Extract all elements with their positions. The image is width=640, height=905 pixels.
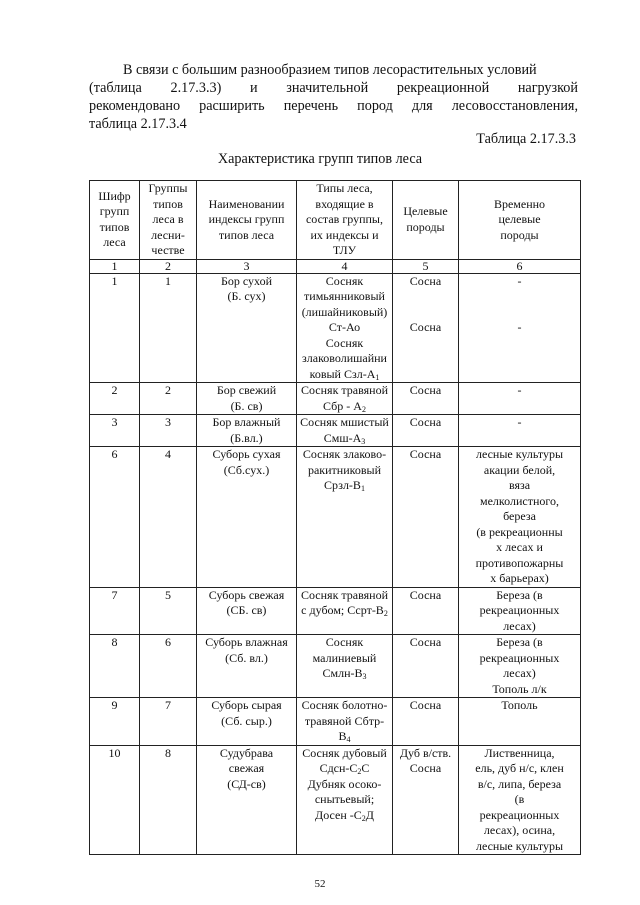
cell-temp-target-species: -	[459, 415, 581, 447]
cell-name: Бор свежий (Б. св)	[197, 383, 297, 415]
header-forest-types: Типы леса, входящие в состав группы, их индексы и ТЛУ	[297, 181, 393, 260]
cell-name: Бор сухой (Б. сух)	[197, 273, 297, 383]
table-header-row	[90, 181, 581, 260]
cell-cipher: 7	[90, 587, 140, 635]
cell-name: Суборь влажная (Сб. вл.)	[197, 635, 297, 698]
cell-forest-types: Сосняк малиниевый Смлн-$В_3$	[297, 635, 393, 698]
table-row	[90, 447, 581, 588]
cell-name: Бор влажный (Б.вл.)	[197, 415, 297, 447]
cell-forest-types: Сосняк дубовый Сдсн-$С_2С$ Дубняк осоко- снытьевый; Досен $-С_2Д$	[297, 745, 393, 855]
cell-cipher: 2	[90, 383, 140, 415]
cell-group: 7	[140, 698, 197, 746]
cell-temp-target-species: Береза (в рекреационных лесах) Тополь л/к	[459, 635, 581, 698]
cell-temp-target-species: Лиственница, ель, дуб н/с, клен в/с, липа, береза (в рекреационных лесах), осина, лесные культуры	[459, 745, 581, 855]
cell-forest-types: Сосняк травяной Сбр - $А_2$	[297, 383, 393, 415]
cell-name: Суборь сухая (Сб.сух.)	[197, 447, 297, 588]
table-row	[90, 698, 581, 746]
cell-forest-types: Сосняк тимьянниковый (лишайниковый) Ст-Ао Сосняк злаковолишайни ковый Сзл-$А_1$	[297, 273, 393, 383]
table-row	[90, 273, 581, 383]
intro-line-1: В связи с большим разнообразием типов лесорастительных условий	[123, 62, 537, 78]
cell-group: 3	[140, 415, 197, 447]
cell-name: Судубрава свежая (СД-св)	[197, 745, 297, 855]
cell-temp-target-species: - -	[459, 273, 581, 383]
cell-forest-types: Сосняк травяной с дубом; Ссрт-$В_2$	[297, 587, 393, 635]
cell-cipher: 9	[90, 698, 140, 746]
cell-cipher: 6	[90, 447, 140, 588]
intro-line-2: (таблица 2.17.3.3) и значительной рекреационной нагрузкой	[89, 80, 578, 96]
header-names: Наименовании индексы групп типов леса	[197, 181, 297, 260]
page-number: 52	[314, 878, 326, 890]
column-numbers-row	[90, 259, 581, 273]
cell-target-species: Сосна	[393, 383, 459, 415]
cell-forest-types: Сосняк злаково- ракитниковый Срзл-$В_1$	[297, 447, 393, 588]
column-number: 4	[297, 259, 393, 273]
cell-group: 1	[140, 273, 197, 383]
cell-temp-target-species: Тополь	[459, 698, 581, 746]
header-temp-target-species: Временно целевые породы	[459, 181, 581, 260]
cell-target-species: Сосна	[393, 635, 459, 698]
cell-cipher: 1	[90, 273, 140, 383]
column-number: 6	[459, 259, 581, 273]
table-row	[90, 415, 581, 447]
cell-group: 8	[140, 745, 197, 855]
cell-target-species: Сосна	[393, 587, 459, 635]
intro-line-3: рекомендовано расширить перечень пород для лесовосстановления,	[89, 98, 578, 114]
table-number: Таблица 2.17.3.3	[476, 131, 576, 147]
table-row	[90, 635, 581, 698]
cell-target-species: Сосна	[393, 415, 459, 447]
cell-group: 2	[140, 383, 197, 415]
cell-forest-types: Сосняк болотно- травяной Сбтр- $В_4$	[297, 698, 393, 746]
cell-temp-target-species: -	[459, 383, 581, 415]
header-groups: Группы типов леса в лесни- честве	[140, 181, 197, 260]
column-number: 1	[90, 259, 140, 273]
table-caption: Характеристика групп типов леса	[217, 151, 423, 167]
cell-target-species: Сосна	[393, 447, 459, 588]
forest-groups-table	[89, 180, 581, 855]
table-row	[90, 587, 581, 635]
cell-target-species: Сосна Сосна	[393, 273, 459, 383]
cell-temp-target-species: Береза (в рекреационных лесах)	[459, 587, 581, 635]
cell-group: 6	[140, 635, 197, 698]
cell-group: 4	[140, 447, 197, 588]
cell-forest-types: Сосняк мшистый Смш-$А_3$	[297, 415, 393, 447]
cell-name: Суборь сырая (Сб. сыр.)	[197, 698, 297, 746]
header-target-species: Целевые породы	[393, 181, 459, 260]
cell-cipher: 8	[90, 635, 140, 698]
cell-group: 5	[140, 587, 197, 635]
cell-cipher: 3	[90, 415, 140, 447]
cell-cipher: 10	[90, 745, 140, 855]
cell-name: Суборь свежая (СБ. св)	[197, 587, 297, 635]
table-row	[90, 745, 581, 855]
cell-target-species: Сосна	[393, 698, 459, 746]
header-cipher: Шифр групп типов леса	[90, 181, 140, 260]
intro-paragraph	[89, 61, 578, 133]
table-row	[90, 383, 581, 415]
column-number: 5	[393, 259, 459, 273]
intro-line-4: таблица 2.17.3.4	[89, 116, 187, 132]
table-body	[90, 273, 581, 855]
column-number: 3	[197, 259, 297, 273]
cell-temp-target-species: лесные культуры акации белой, вяза мелколистного, береза (в рекреационны х лесах и противопожарны х барьерах)	[459, 447, 581, 588]
column-number: 2	[140, 259, 197, 273]
cell-target-species: Дуб в/ств. Сосна	[393, 745, 459, 855]
